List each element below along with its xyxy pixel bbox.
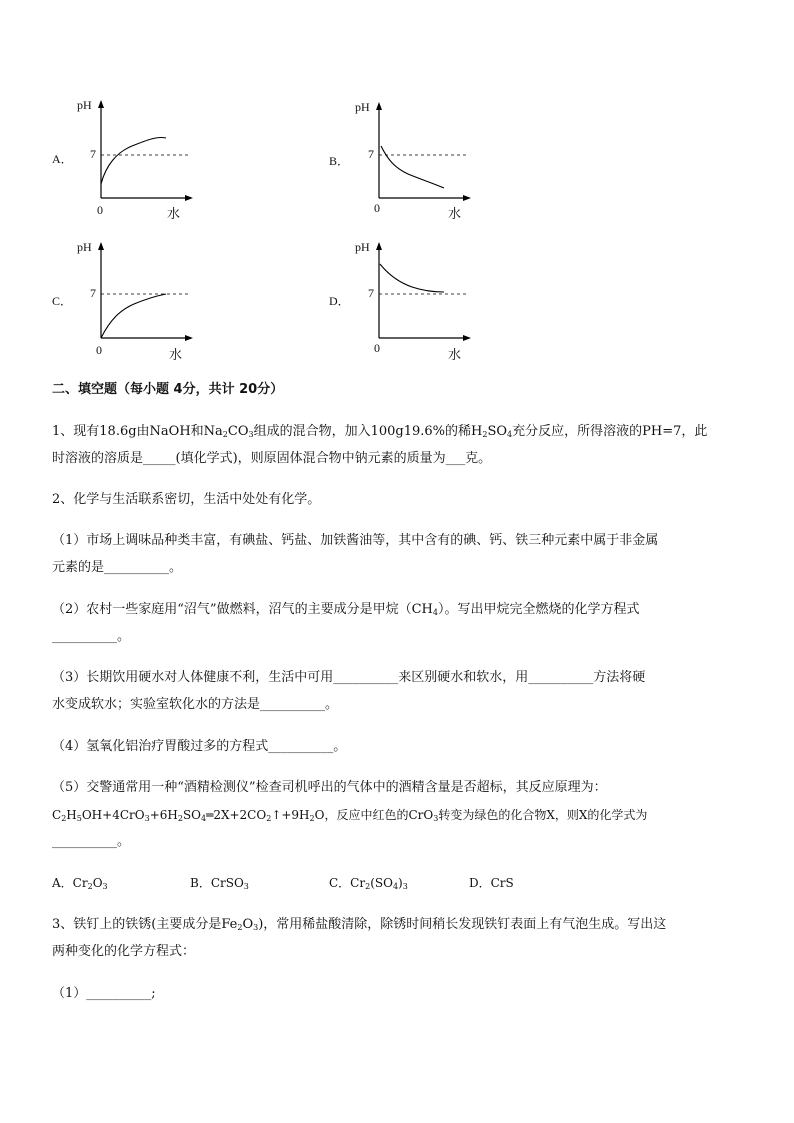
- option-label-d: D．: [329, 294, 350, 308]
- choice-d: D．CrS: [469, 876, 514, 890]
- choice-b: B．CrSO$_3$: [190, 876, 249, 891]
- q2-part3-line2: 水变成软水；实验室软化水的方法是__________。: [52, 697, 339, 712]
- graph-d: [350, 242, 530, 372]
- q2-part5-choices: [52, 873, 514, 897]
- option-label-b: B．: [329, 154, 350, 168]
- q2-intro: 2、化学与生活联系密切，生活中处处有化学。: [52, 492, 321, 507]
- ph-axis-label: pH: [355, 100, 370, 114]
- origin-label: 0: [96, 343, 102, 357]
- q2-part4: （4）氢氧化铝治疗胃酸过多的方程式__________。: [52, 739, 347, 754]
- q1-line1: 1、现有18.6g由NaOH和$Na_2CO_3$组成的混合物，加入100g19.6%的稀$H_2SO_4$充分反应，所得溶液的PH=7，此: [52, 424, 708, 439]
- q2-part2-line2: __________。: [52, 629, 131, 644]
- q2-part1-line1: （1）市场上调味品种类丰富，有碘盐、钙盐、加铁酱油等，其中含有的碘、钙、铁三种元素中属于非金属: [52, 533, 659, 548]
- water-axis-label: 水: [167, 206, 181, 221]
- origin-label: 0: [374, 341, 380, 355]
- y-arrow: [98, 100, 104, 108]
- q2-part3-line1: （3）长期饮用硬水对人体健康不利，生活中可用__________来区别硬水和软水，用__________方法将硬: [52, 670, 646, 685]
- ph7-label: 7: [90, 286, 96, 300]
- q2-part5-line3: __________。: [52, 834, 131, 849]
- q2-part5-line1: （5）交警通常用一种“酒精检测仪”检查司机呼出的气体中的酒精含量是否超标，其反应原理为：: [52, 780, 607, 795]
- option-label-c: C．: [52, 294, 73, 308]
- q3-line2: 两种变化的化学方程式：: [52, 944, 196, 959]
- graph-c: [72, 242, 252, 372]
- ph7-label: 7: [368, 147, 374, 161]
- x-arrow: [185, 195, 193, 201]
- q2-part1-line2: 元素的是__________。: [52, 560, 183, 575]
- choice-c: C．$Cr_2(SO_4)_3$: [329, 876, 408, 891]
- q3-part1: （1）__________;: [52, 986, 156, 1001]
- choice-a: A．$Cr_2O_3$: [52, 876, 108, 891]
- origin-label: 0: [374, 201, 380, 215]
- graph-a: [72, 100, 252, 230]
- graph-b: [350, 102, 530, 232]
- water-axis-label: 水: [448, 206, 462, 221]
- origin-label: 0: [97, 203, 103, 217]
- section-title: 二、填空题（每小题 4分，共计 20分）: [52, 382, 284, 397]
- q2-part5-equation: $C_2H_5OH+4CrO_3+6H_2SO_4═2X+2CO_2↑+9H_2O$，反应中红色的CrO$_3$转变为绿色的化合物X，则X的化学式为: [52, 808, 648, 823]
- ph7-label: 7: [368, 286, 374, 300]
- ph-axis-label: pH: [77, 240, 92, 254]
- q2-part2-line1: （2）农村一些家庭用“沼气”做燃料，沼气的主要成分是甲烷$(CH_4)$。写出甲烷完全燃烧的化学方程式: [52, 602, 640, 617]
- q1-line2: 时溶液的溶质是_____(填化学式)，则原固体混合物中钠元素的质量为___克。: [52, 451, 492, 466]
- water-axis-label: 水: [169, 347, 183, 362]
- option-label-a: A．: [52, 152, 73, 166]
- ph-axis-label: pH: [77, 98, 92, 112]
- ph-axis-label: pH: [355, 240, 370, 254]
- ph-curve: [101, 137, 166, 184]
- water-axis-label: 水: [448, 347, 462, 362]
- ph7-label: 7: [90, 147, 96, 161]
- q3-line1: 3、铁钉上的铁锈(主要成分是$Fe_2O_3$)，常用稀盐酸清除，除锈时间稍长发现铁钉表面上有气泡生成。写出这: [52, 917, 667, 932]
